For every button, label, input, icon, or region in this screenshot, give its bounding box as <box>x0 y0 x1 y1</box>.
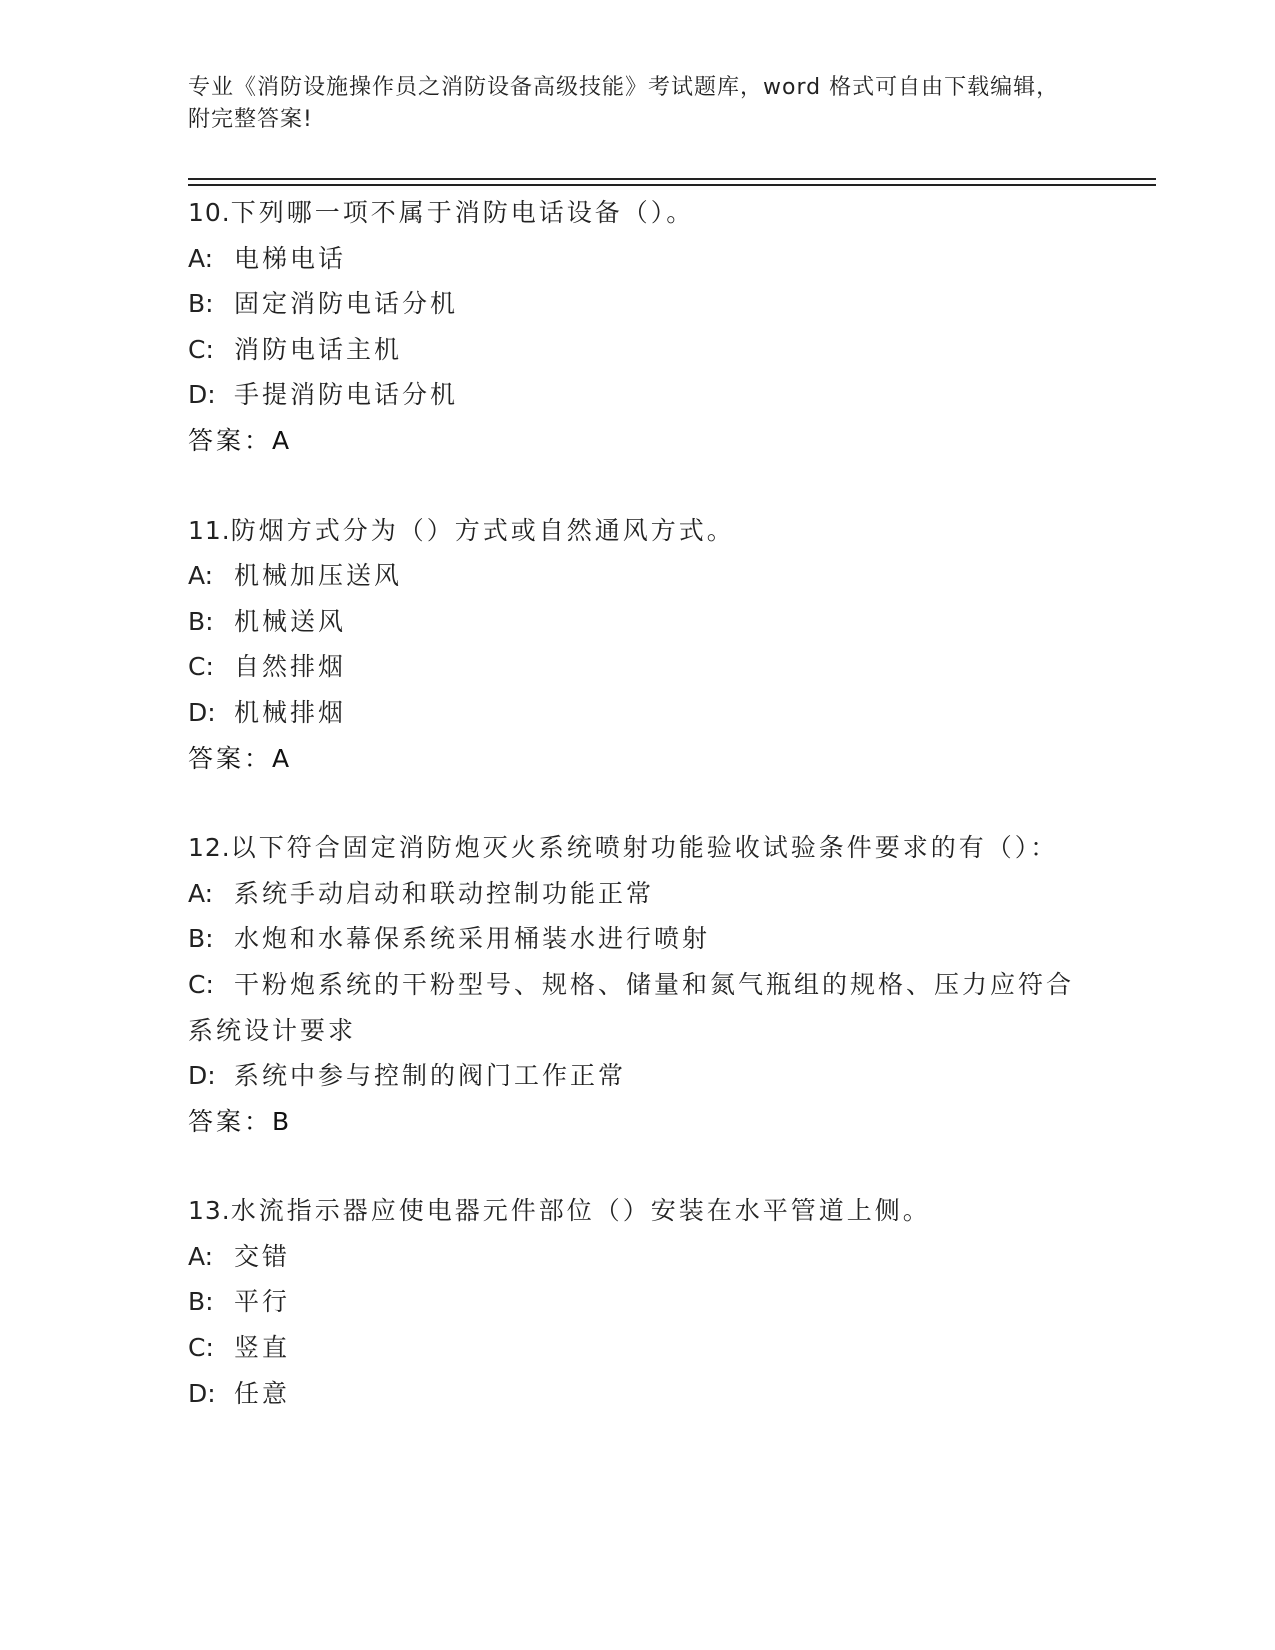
question-13 <box>188 1188 1088 1416</box>
answer-label: 答案： <box>188 425 273 455</box>
answer-line <box>188 418 1088 464</box>
option-a <box>188 236 1088 282</box>
option-d <box>188 1053 1088 1099</box>
header-rule-bottom <box>188 184 1156 186</box>
option-b <box>188 281 1088 327</box>
option-a <box>188 871 1088 917</box>
option-a <box>188 1234 1088 1280</box>
question-text: 以下符合固定消防炮灭火系统喷射功能验收试验条件要求的有（）： <box>230 833 1059 863</box>
option-letter: A: <box>188 243 214 273</box>
answer-line <box>188 736 1088 782</box>
question-stem <box>188 825 1088 871</box>
option-text: 机械排烟 <box>234 697 347 727</box>
option-c <box>188 327 1088 373</box>
option-c <box>188 644 1088 690</box>
option-letter: C: <box>188 1333 214 1363</box>
option-text: 机械送风 <box>234 606 347 636</box>
option-letter: D: <box>188 1378 216 1408</box>
option-text: 固定消防电话分机 <box>234 289 459 319</box>
question-stem <box>188 1188 1088 1234</box>
option-d <box>188 690 1088 736</box>
option-d <box>188 372 1088 418</box>
question-number: 13. <box>188 1196 231 1226</box>
question-12 <box>188 825 1088 1144</box>
question-number: 10. <box>188 198 231 227</box>
option-text: 交错 <box>234 1241 291 1271</box>
option-text: 竖直 <box>234 1333 291 1363</box>
question-11 <box>188 508 1088 782</box>
option-text: 平行 <box>234 1287 291 1317</box>
option-letter: C: <box>188 652 214 682</box>
option-d <box>188 1371 1088 1417</box>
answer-value: A <box>272 425 292 455</box>
option-letter: D: <box>188 697 216 727</box>
question-stem <box>188 190 1088 236</box>
answer-label: 答案： <box>188 1106 273 1136</box>
option-b <box>188 599 1088 645</box>
question-text: 下列哪一项不属于消防电话设备（）。 <box>230 198 695 227</box>
option-text: 电梯电话 <box>234 243 347 273</box>
option-c <box>188 962 1088 1053</box>
option-letter: C: <box>188 334 214 364</box>
header-rule-top <box>188 178 1156 180</box>
option-a <box>188 553 1088 599</box>
option-text: 自然排烟 <box>234 652 347 682</box>
answer-value: A <box>272 743 292 773</box>
question-10 <box>188 190 1088 464</box>
option-text: 水炮和水幕保系统采用桶装水进行喷射 <box>234 924 711 954</box>
option-letter: A: <box>188 878 214 908</box>
option-letter: D: <box>188 380 216 410</box>
option-letter: A: <box>188 1241 214 1271</box>
question-number: 12. <box>188 833 231 863</box>
option-c <box>188 1325 1088 1371</box>
question-text: 防烟方式分为（）方式或自然通风方式。 <box>230 515 735 545</box>
question-text: 水流指示器应使电器元件部位（）安装在水平管道上侧。 <box>230 1196 931 1226</box>
option-text: 手提消防电话分机 <box>234 380 459 410</box>
document-header: 专业《消防设施操作员之消防设备高级技能》考试题库，word 格式可自由下载编辑，附完整答案! <box>188 75 1060 132</box>
answer-line <box>188 1099 1088 1145</box>
option-b <box>188 916 1088 962</box>
question-list <box>188 190 1088 1460</box>
answer-label: 答案： <box>188 743 273 773</box>
question-number: 11. <box>188 515 231 545</box>
option-letter: B: <box>188 924 214 954</box>
answer-value: B <box>272 1106 292 1136</box>
option-b <box>188 1279 1088 1325</box>
option-letter: C: <box>188 969 214 999</box>
option-text: 系统手动启动和联动控制功能正常 <box>234 878 655 908</box>
option-letter: B: <box>188 289 214 319</box>
option-letter: B: <box>188 1287 214 1317</box>
option-text: 消防电话主机 <box>234 334 403 364</box>
option-letter: D: <box>188 1061 216 1091</box>
option-letter: B: <box>188 606 214 636</box>
option-text: 机械加压送风 <box>234 561 403 591</box>
option-text: 干粉炮系统的干粉型号、规格、储量和氮气瓶组的规格、压力应符合系统设计要求 <box>188 969 1075 1045</box>
question-stem <box>188 508 1088 554</box>
option-text: 系统中参与控制的阀门工作正常 <box>234 1061 627 1091</box>
option-letter: A: <box>188 561 214 591</box>
option-text: 任意 <box>234 1378 291 1408</box>
